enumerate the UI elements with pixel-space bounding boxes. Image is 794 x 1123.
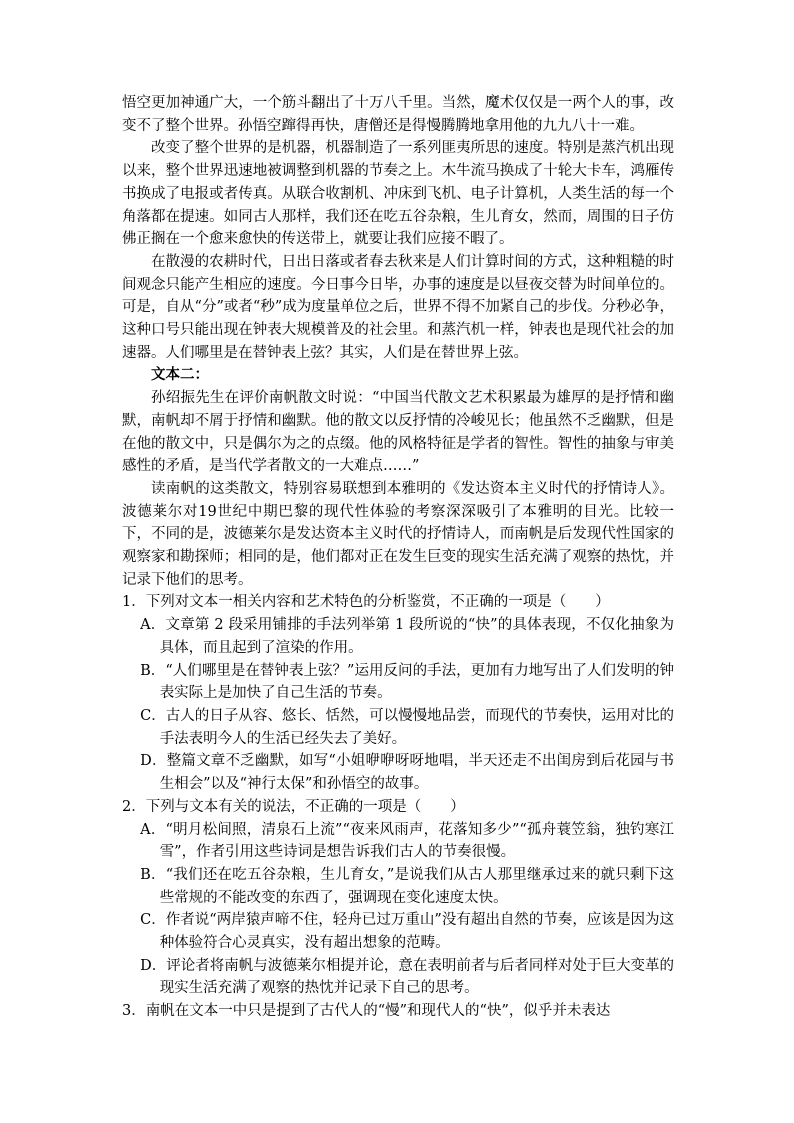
question-stem: 1．下列对文本一相关内容和艺术特色的分析鉴赏，不正确的一项是（ ） bbox=[122, 594, 610, 611]
question-stem: 3．南帆在文本一中只是提到了古代人的“慢”和现代人的“快”，似乎并未表达 bbox=[122, 1003, 611, 1020]
text2-heading: 文本二： bbox=[151, 366, 209, 384]
text2-paragraph-2: 读南帆的这类散文，特别容易联想到本雅明的《发达资本主义时代的抒情诗人》。波德莱尔对19世纪中期巴黎的现代性体验的考察深深吸引了本雅明的目光。比较一下，不同的是，波德莱尔是发达资本主义时代的抒情诗人，而南帆是后发现代性国家的观察家和勘探师；相同的是，他们都对正在发生巨变的现实生活充满了观察的热忱，并记录下他们的思考。 bbox=[122, 480, 674, 588]
reading-passage bbox=[122, 92, 674, 1023]
option-d: D．整篇文章不乏幽默，如写“小姐咿咿呀呀地唱，半天还走不出闺房到后花园与书生相会”以及“神行太保”和孙悟空的故事。 bbox=[140, 753, 674, 793]
question-2 bbox=[122, 796, 674, 1000]
paragraph-1: 悟空更加神通广大，一个筋斗翻出了十万八千里。当然，魔术仅仅是一两个人的事，改变不了整个世界。孙悟空蹿得再快，唐僧还是得慢腾腾地拿用他的九九八十一难。 bbox=[122, 95, 674, 134]
question-3 bbox=[122, 1000, 674, 1023]
question-stem: 2．下列与文本有关的说法，不正确的一项是（ ） bbox=[122, 798, 465, 815]
paragraph-2: 改变了整个世界的是机器，机器制造了一系列匪夷所思的速度。特别是蒸汽机出现以来，整个世界迅速地被调整到机器的节奏之上。木牛流马换成了十轮大卡车，鸿雁传书换成了电报或者传真。从联合收割机、冲床到飞机、电子计算机，人类生活的每一个角落都在提速。如同古人那样，我们还在吃五谷杂粮，生儿育女，然而，周围的日子仿佛正搁在一个愈来愈快的传送带上，就要让我们应接不暇了。 bbox=[122, 140, 674, 248]
paragraph-3: 在散漫的农耕时代，日出日落或者春去秋来是人们计算时间的方式，这种粗糙的时间观念只能产生相应的速度。今日事今日毕，办事的速度是以昼夜交替为时间单位的。可是，自从“分”或者“秒”成为度量单位之后，世界不得不加紧自己的步伐。分秒必争，这种口号只能出现在钟表大规模普及的社会里。和蒸汽机一样，钟表也是现代社会的加速器。人们哪里是在替钟表上弦？其实，人们是在替世界上弦。 bbox=[122, 253, 674, 361]
option-b: B．“人们哪里是在替钟表上弦？”运用反问的手法，更加有力地写出了人们发明的钟表实际上是加快了自己生活的节奏。 bbox=[140, 662, 674, 702]
option-c: C．作者说“两岸猿声啼不住，轻舟已过万重山”没有超出自然的节奏，应该是因为这种体验符合心灵真实，没有超出想象的范畴。 bbox=[140, 912, 674, 952]
question-1 bbox=[122, 591, 674, 795]
text2-paragraph-1: 孙绍振先生在评价南帆散文时说：“中国当代散文艺术积累最为雄厚的是抒情和幽默，南帆却不屑于抒情和幽默。他的散文以反抒情的冷峻见长；他虽然不乏幽默，但是在他的散文中，只是偶尔为之的点缀。他的风格特征是学者的智性。智性的抽象与审美感性的矛盾，是当代学者散文的一大难点……” bbox=[122, 390, 674, 475]
option-d: D．评论者将南帆与波德莱尔相提并论，意在表明前者与后者同样对处于巨大变革的现实生活充满了观察的热忱并记录下自己的思考。 bbox=[140, 957, 674, 997]
option-c: C．古人的日子从容、悠长、恬然，可以慢慢地品尝，而现代的节奏快，运用对比的手法表明今人的生活已经失去了美好。 bbox=[140, 707, 674, 747]
option-a: A．文章第 2 段采用铺排的手法列举第 1 段所说的“快”的具体表现，不仅化抽象为具体，而且起到了渲染的作用。 bbox=[140, 617, 674, 656]
option-a: A．“明月松间照，清泉石上流”“夜来风雨声，花落知多少”“孤舟蓑笠翁，独钓寒江雪”，作者引用这些诗词是想告诉我们古人的节奏很慢。 bbox=[140, 821, 674, 861]
option-b: B．“我们还在吃五谷杂粮，生儿育女，”是说我们从古人那里继承过来的就只剩下这些常规的不能改变的东西了，强调现在变化速度太快。 bbox=[140, 866, 674, 906]
